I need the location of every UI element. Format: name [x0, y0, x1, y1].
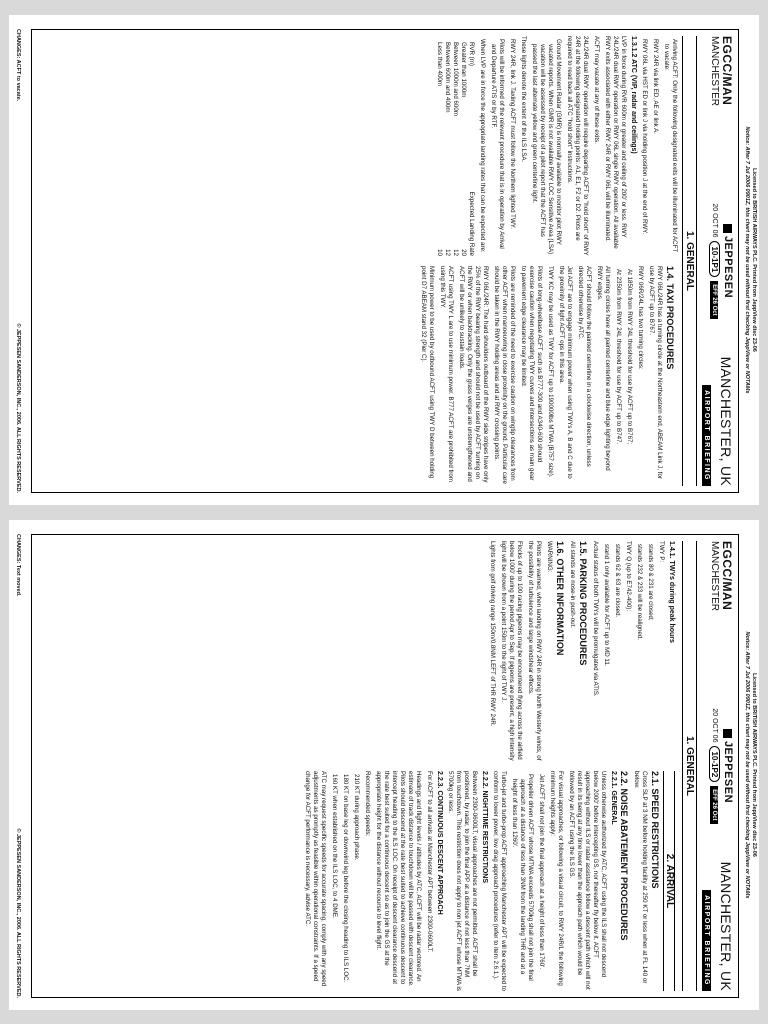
- subsection-heading: 1.4.1. TWYs during peak hours: [668, 541, 675, 643]
- paragraph: Pilots are warned, when landing on RWY 24R in strong North Westerly winds, of the possibility of turbulence and large windshear effects.: [527, 541, 542, 761]
- paragraph: When LVP are in force the appropriate landing rates that can be expected are:: [479, 39, 486, 253]
- paragraph: Pilots of long-wheelbase ACFT such as B777-300 and A340-600 should exercise caution when negotiating TWY curves and intersections as main gear to pavement edge clearance may be limited.: [520, 266, 543, 481]
- license-notice: [743, 520, 757, 1010]
- paragraph: Jet ACFT are to engage minimum power when using TWYs A, B and C due to the proximity of light ACFT ops in this area.: [558, 266, 573, 479]
- paragraph: RWY 06L via HST ED or link J via holding position J at the end of RWY.: [641, 39, 648, 235]
- section-heading: 2.1. SPEED RESTRICTIONS: [650, 771, 660, 889]
- subsection-heading: 2.2.2. NIGHTTIME RESTRICTIONS: [481, 771, 488, 884]
- paragraph: Pilots will be informed of the relevant procedure that is in operation by Arrival and Departure ATIS or by RTF.: [490, 39, 505, 249]
- paragraph: 160 KT when established on the ILS LOC, to 4 DME.: [331, 774, 338, 919]
- paragraph: stands 80 & 231 are closed;: [647, 544, 654, 621]
- airport-briefing-label: AIRPORT BRIEFING: [702, 890, 711, 991]
- paragraph: All stands are nose-in push-out.: [569, 541, 576, 629]
- page-footer: [15, 29, 21, 493]
- effective-badge: EFF 26 Oct: [711, 281, 719, 318]
- paragraph: RWY 06L/24R has a turning circle at the Northeastern end, ABEAM Link J, for use by ACFT up to B767.: [648, 266, 663, 480]
- paragraph: Minimum power to be used by outbound ACFT using TWY D between holding point D7 ABEAM stand 32 (Pier C).: [420, 266, 435, 479]
- airport-briefing-label: AIRPORT BRIEFING: [702, 385, 711, 486]
- page-number: 10-1P1: [709, 241, 720, 277]
- icao-code: EGCC/MAN: [720, 541, 734, 611]
- license-line: Licensed to BRITISH AIRWAYS PLC. Printed from JeppView disc 23-06: [751, 673, 757, 857]
- paragraph: Unless otherwise authorized by ATC, ACFT using the ILS shall not descend below 2000' before intercepting GS, nor thereafter fly below it. ACFT approaching without ILS or radar assistance follow a descent path which will not result in its being at any time lower than the approach path which would be followed by an ACFT using the ILS GS.: [568, 771, 607, 990]
- section-heading: 1.4. TAXI PROCEDURES: [665, 266, 675, 370]
- paragraph: 180 KT on base leg or downwind leg before the closing heading to ILS LOC.: [342, 774, 349, 983]
- paragraph: TWY P:: [658, 541, 665, 563]
- paragraph: Ground Movement Radar (GMR) is normally available to monitor pilot RWY vacated reports. When GMR is not available RWY LOC Sensitive Area (LSA) vacation will be assessed by receipt of a pilot report that the ACFT has passed the last alternate yellow and green centerline light.: [531, 39, 562, 255]
- section-banner: 1. GENERAL: [682, 541, 697, 991]
- paragraph: ATC may request specific speeds for accurate spacing, comply with any speed adjustments as promptly as feasible within operational constraints. If a speed change for ACFT performance is necessary, advise ATC.: [304, 771, 327, 987]
- paragraph: Actual status of both TWYs will be promulgated via ATIS.: [592, 541, 599, 697]
- table-cell: 12: [444, 249, 451, 256]
- paragraph: Pilots are reminded of the need to exercise caution on wingtip clearances from other ACFT when manoeuvring in close proximity on the ground. Particular care should be taken in the RWY holding areas and at RWY crossing points.: [493, 266, 516, 484]
- icao-code: EGCC/MAN: [720, 36, 734, 106]
- brand-name: JEPPESEN: [722, 235, 734, 299]
- paragraph: Jet ACFT shall not join the final approach at a height of less than 1760'.: [538, 774, 545, 970]
- copyright: © JEPPESEN SANDERSON, INC., 2006. ALL RIGHTS RESERVED.: [15, 828, 21, 998]
- subsection-heading: 2.2.3. CONTINUOUS DESCENT APPROACH: [436, 771, 443, 915]
- license-line: Licensed to BRITISH AIRWAYS PLC. Printed from JeppView disc 23-06: [751, 168, 757, 352]
- notice-line: Notice: After 7 Jul 2006 0901Z, this chart may not be used without first checking JeppView or NOTAMs: [744, 631, 750, 899]
- paragraph: All turning circles have all painted centerline and blue edge lighting beyond RWY edges.: [596, 266, 611, 471]
- paragraph: 24L/24R dual RWY operation will require departing ACFT to "hold short" of RWY 24R at the following designated holding points: A1, E1, F2 or D2. Pilots are required to read back all ATC "hold short" instructions.: [566, 36, 589, 256]
- jeppesen-mark-icon: [724, 729, 733, 738]
- table-cell: Between 1000m and 600m: [452, 42, 459, 116]
- license-notice: [743, 15, 757, 505]
- changes-note: CHANGES: ACFT to vacate.: [15, 29, 21, 102]
- paragraph: For ACFT to all arrivals at Manchester APT between 2300-0600LT.: [426, 771, 433, 953]
- table-cell: 10: [436, 249, 443, 256]
- right-column: [416, 266, 678, 486]
- section-heading: 1.5. PARKING PROCEDURES: [578, 541, 588, 666]
- chart-date: 20 OCT 06: [711, 203, 718, 238]
- section-banner: 2. ARRIVAL: [663, 771, 675, 991]
- page-header: [700, 541, 734, 991]
- paragraph: LVP in force during RVR 600m or greater and ceiling of 200' or less. RWY 24L/24R dual RWY operation or RWY 06L single RWY operation. All available RWY exits associated with either RWY 24R or RWY 06L will be illuminated.: [604, 36, 627, 249]
- city-name: MANCHESTER: [709, 36, 720, 107]
- right-column: [300, 771, 678, 991]
- subsection-heading: 1.3.1.2 ATC (VIP, radar and ceilings): [630, 36, 637, 154]
- page-frame: [31, 29, 739, 493]
- subsection-heading: 2.2.1. GENERAL: [610, 771, 617, 825]
- paragraph: stands 232 & 233 will be realigned.: [636, 544, 643, 640]
- paragraph: Between 2300-0600LT, visual approaches are not permitted. ACFT shall be positioned, by radar, to join the final APP at a distance of not less than 7NM from touchdown. This restriction does not apply to non jet ACFT whose MTWA is 5700kg or less.: [447, 771, 478, 991]
- paragraph: At 2350m from RWY 24L threshold for use by ACFT up to B747.: [615, 269, 622, 445]
- chart-page-10-1p2: [9, 520, 759, 1010]
- paragraph: Flocks of up to 100 racing pigeons may be encountered flying across the airfield below 1000' during the period Apr to Sep. If pigeons are present, a high intensity light will be shown from a point 150m to the right of TWY J.: [500, 541, 523, 761]
- paragraph: Turbo-jet and turbo-prop ACFT approaching Manchester APT will be expected to conform to lower power, low drag approach procedures (refer to item 2.6.1.).: [492, 771, 507, 992]
- airport-name: MANCHESTER, UK: [718, 861, 734, 991]
- copyright: © JEPPESEN SANDERSON, INC., 2006. ALL RIGHTS RESERVED.: [15, 323, 21, 493]
- jeppesen-mark-icon: [724, 224, 733, 233]
- page-number: 10-1P2: [709, 746, 720, 782]
- city-name: MANCHESTER: [709, 541, 720, 612]
- section-heading: 1.6. OTHER INFORMATION: [555, 541, 565, 656]
- paragraph: ACFT may vacate at any of these exits.: [593, 36, 600, 144]
- table-cell: Less than 400m: [436, 42, 443, 87]
- paragraph: Propeller driven ACFT whose MTWA exceeds 5700kg shall not join the final approach at a distance of less than 3NM from the landing THR and at a height of less than 1260'.: [511, 774, 534, 981]
- paragraph: stand 1 only available for ACFT up to MD 11.: [603, 544, 610, 667]
- changes-note: CHANGES: Text moved.: [15, 534, 21, 597]
- section-banner: 1. GENERAL: [682, 36, 697, 486]
- landing-rate-table: [435, 42, 475, 256]
- paragraph: At 1850m from RWY 24L threshold for use by ACFT up to B767;: [626, 269, 633, 445]
- paragraph: Recommended speeds:: [364, 771, 371, 837]
- paragraph: Arriving ACFT: Only the following designated exits will be illuminated for ACFT to vacate:: [663, 39, 678, 253]
- paragraph: RWY 06L/24R: The hard shoulders outboard of the RWY side stripes have only 25% of the RWY bearing strength and should not be used by ACFT turning on the RWY or when backtracking. Only the grass verges are unstrengthened and ACFT will be unlikely to sustain loads.: [458, 266, 489, 483]
- paragraph: RWY 24R via link ED, AE or link A.: [652, 39, 659, 135]
- table-cell: Greater than 1000m: [460, 42, 467, 98]
- table-header: RVR (m): [468, 42, 475, 66]
- page-frame: [31, 534, 739, 998]
- paragraph: TWY Q (up to E742-400):: [625, 541, 632, 612]
- paragraph: RWY 06R/24L has two turning circles:: [637, 266, 644, 370]
- left-column: [416, 36, 678, 256]
- table-cell: 12: [452, 249, 459, 256]
- warning-label: WARNING:: [546, 541, 553, 573]
- paragraph: ACFT should follow the painted centerline in a clockwise direction, unless directed otherwise by ATC.: [577, 266, 592, 467]
- page-footer: [15, 534, 21, 998]
- paragraph: 210 KT during approach phase.: [353, 774, 360, 861]
- paragraph: ACFT using TWY L are to use minimum power. B777 ACFT are prohibited from using this TWY.: [439, 266, 454, 482]
- paragraph: RWY 24R, link J. Taxiing ACFT must follow the Northern lighted TWY.: [509, 39, 516, 229]
- notice-line: Notice: After 7 Jul 2006 0901Z, this chart may not be used without first checking JeppView or NOTAMs: [744, 126, 750, 394]
- paragraph: For visual approaches, or following a visual circuit, to RWY 24R/L the following minimum heights apply:: [549, 771, 564, 986]
- paragraph: stands 62 & 63 are closed.: [614, 544, 621, 618]
- section-heading: 2.2. NOISE ABATEMENT PROCEDURES: [619, 771, 629, 941]
- paragraph: Lights from golf driving range 150m/0.8NM LEFT of THR RWY 24R.: [489, 541, 496, 727]
- effective-badge: EFF 26 Oct: [711, 786, 719, 823]
- page-header: [700, 36, 734, 486]
- paragraph: Headings and flight levels / altitudes by ATC, ACFT will be radar vectored. An estimate of track distance to touchdown will be passed with descent clearance. Pilots should descend at the rate best suited to achieve continuous descent to intercept heading to the ILS LOC. On receipt of descent clearance descend at the rate best suited for a continuous descent so as to join the GS at the appropriate height for the distance without recourse to level flight.: [375, 771, 422, 987]
- paragraph: TWY KC may be used as TWY for ACFT up to 190000lbs MTWA (B757 size).: [547, 266, 554, 478]
- table-cell: Between 600m and 400m: [444, 42, 451, 113]
- airport-name: MANCHESTER, UK: [718, 356, 734, 486]
- brand-name: JEPPESEN: [722, 740, 734, 804]
- table-cell: 20: [460, 249, 467, 256]
- table-header: Expected Landing Rate: [468, 191, 475, 256]
- chart-date: 20 OCT 06: [711, 708, 718, 743]
- left-column: [300, 541, 678, 761]
- paragraph: Cross SLP at 3 NM before holding facility at 250 KT or less when at FL 140 or below.: [633, 771, 648, 984]
- jeppesen-logo: [722, 708, 734, 823]
- jeppesen-logo: [722, 203, 734, 318]
- paragraph: These lights denote the extent of the ILS LSA.: [520, 36, 527, 163]
- chart-page-10-1p1: [9, 15, 759, 505]
